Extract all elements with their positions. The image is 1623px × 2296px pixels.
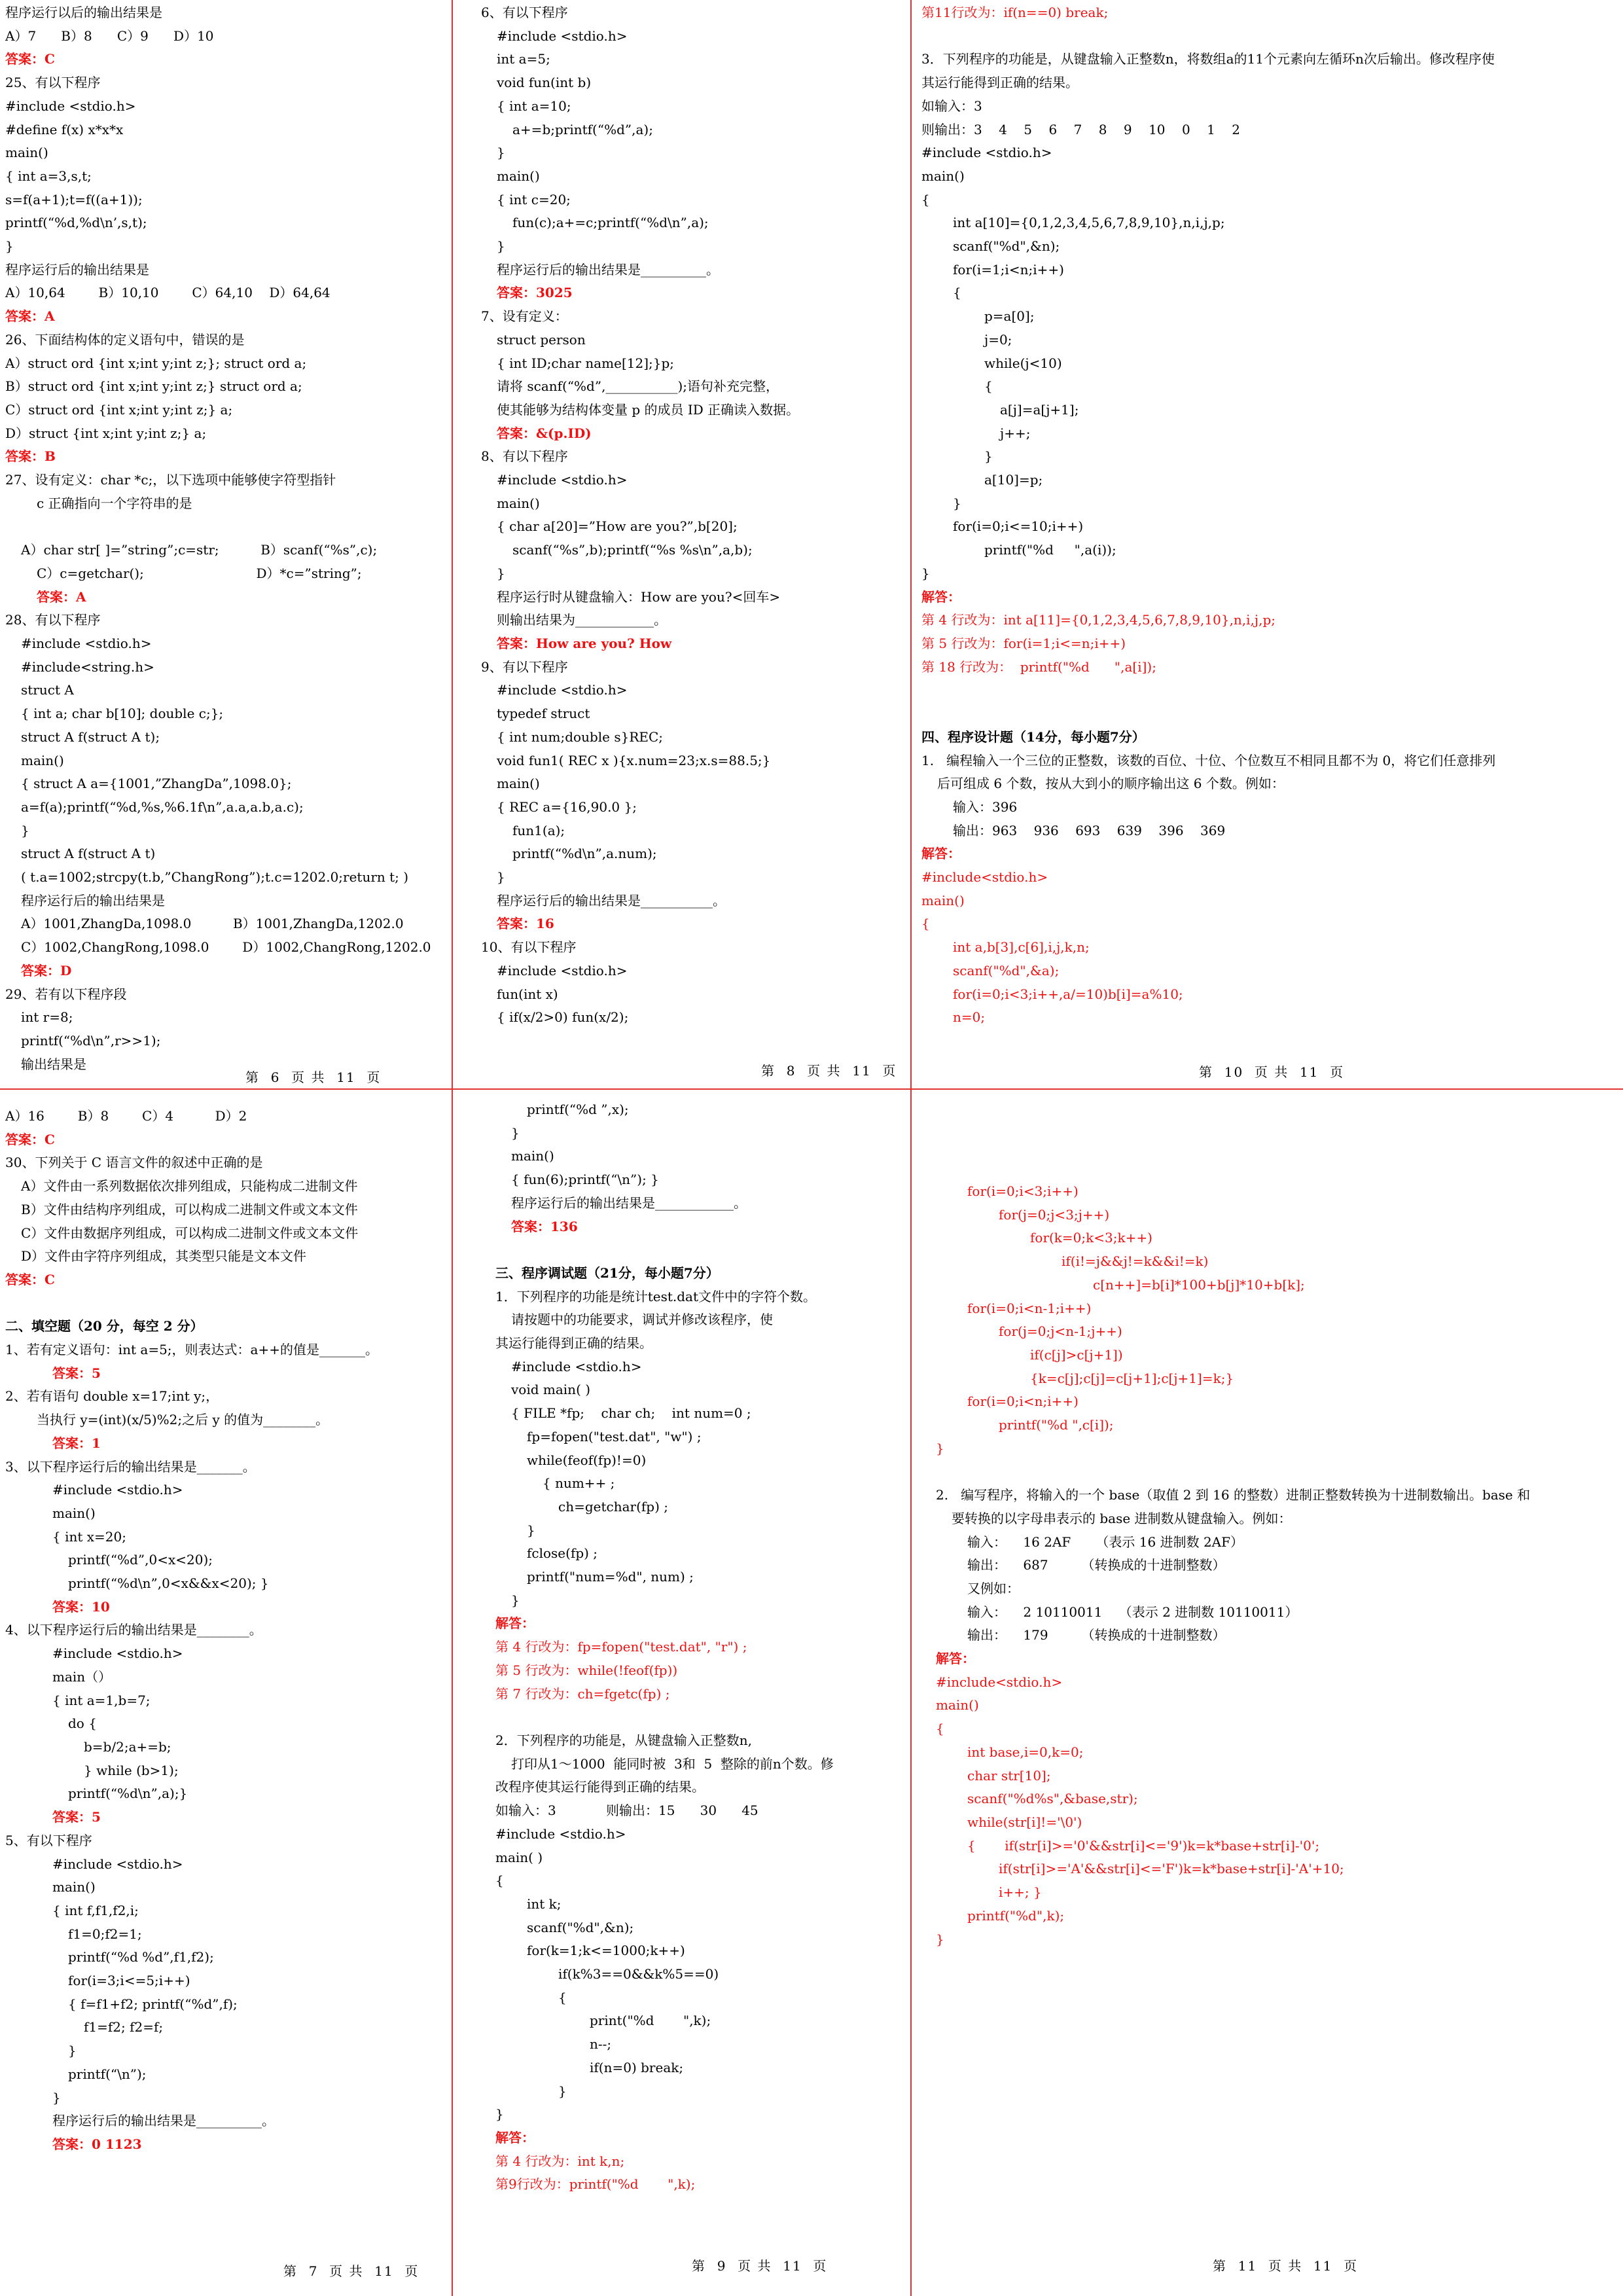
text-line: if(k%3==0&&k%5==0)	[558, 1966, 719, 1982]
text-line	[495, 1238, 908, 1262]
text-line: } while (b>1);	[84, 1762, 179, 1778]
text-line: 第 4 行改为：fp=fopen("test.dat", "r") ;	[495, 1639, 747, 1655]
text-line: p=a[0];	[984, 308, 1035, 325]
text-line: 1．下列程序的功能是统计test.dat文件中的字符个数。	[495, 1288, 817, 1304]
text-line: 输入：396	[953, 798, 1018, 815]
text-line: {	[984, 378, 993, 395]
text-line: #include <stdio.h>	[921, 145, 1052, 161]
text-line: 程序运行后的输出结果是	[21, 892, 165, 908]
text-line: a[10]=p;	[984, 472, 1043, 488]
text-line: for(i=3;i<=5;i++)	[68, 1973, 190, 1989]
text-line	[921, 25, 1618, 48]
text-line: 2. 编写程序，将输入的一个 base（取值 2 到 16 的整数）进制正整数转换为十进制数输出。base 和	[936, 1487, 1531, 1503]
text-line: }	[527, 1522, 535, 1538]
page-7-panel	[5, 1105, 448, 2217]
text-line: for(k=1;k<=1000;k++)	[527, 1943, 685, 1959]
text-line: printf(“%d\n”,a.num);	[512, 846, 657, 862]
text-line: if(str[i]>='A'&&str[i]<='F')k=k*base+str[i]-'A'+10;	[999, 1861, 1344, 1877]
text-line: { if(str[i]>='0'&&str[i]<='9')k=k*base+str[i]-'0';	[967, 1837, 1320, 1854]
text-line: 请将 scanf(“%d”,___________);语句补充完整，	[497, 378, 779, 395]
text-line	[936, 1460, 1619, 1484]
text-line: 28、有以下程序	[5, 612, 101, 628]
text-line: if(c[j]>c[j+1])	[1030, 1346, 1123, 1363]
text-line: a+=b;printf(“%d”,a);	[512, 121, 653, 137]
text-line	[921, 702, 1618, 726]
text-line: { REC a={16,90.0 };	[497, 798, 637, 815]
text-line: 3、以下程序运行后的输出结果是_______。	[5, 1458, 256, 1475]
text-line: #include <stdio.h>	[497, 472, 628, 488]
text-line: 1. 编程输入一个三位的正整数，该数的百位、十位、个位数互不相同且都不为 0，将它们任意排列	[921, 752, 1496, 768]
text-line: D）文件由字符序列组成，其类型只能是文本文件	[21, 1248, 307, 1265]
text-line: }	[511, 1592, 520, 1608]
text-line: while(feof(fp)!=0)	[527, 1452, 647, 1468]
answer-line: 答案：10	[52, 1598, 110, 1615]
text-line: 程序运行后的输出结果是__________。	[497, 261, 719, 278]
text-line: printf(“\n”);	[68, 2066, 147, 2082]
page-6-footer: 第 6 页 共 11 页	[245, 1069, 382, 1085]
section-heading: 四、程序设计题（14分，每小题7分）	[921, 728, 1145, 745]
text-line: C）c=getchar(); D）*c=”string”;	[37, 565, 362, 581]
answer-line: 解答：	[936, 1651, 975, 1667]
text-line: 输出结果是	[21, 1056, 86, 1072]
page-7-footer: 第 7 页 共 11 页	[283, 2263, 419, 2279]
text-line: struct A f(struct A t);	[21, 728, 160, 745]
text-line: 改程序使其运行能得到正确的结果。	[495, 1779, 705, 1795]
text-line: scanf("%d%s",&base,str);	[967, 1791, 1138, 1807]
text-line: scanf("%d",&a);	[953, 962, 1060, 978]
answer-line: 答案：A	[37, 588, 86, 605]
answer-line: 答案：How are you? How	[497, 635, 672, 651]
text-line: {	[921, 191, 930, 207]
text-line: 第11行改为：if(n==0) break;	[921, 5, 1109, 20]
text-line: { int f,f1,f2,i;	[52, 1902, 139, 1918]
text-line: #include <stdio.h>	[52, 1645, 183, 1662]
text-line: char str[10];	[967, 1767, 1051, 1784]
text-line: { struct A a={1001,”ZhangDa”,1098.0};	[21, 776, 292, 792]
answer-line: 答案：16	[497, 916, 554, 932]
text-line: }	[497, 869, 505, 886]
text-line: 9、有以下程序	[481, 658, 568, 675]
text-line: main()	[52, 1505, 96, 1521]
text-line: int base,i=0,k=0;	[967, 1744, 1084, 1760]
text-line: 第 7 行改为：ch=fgetc(fp) ;	[495, 1685, 670, 1702]
text-line: { fun(6);printf(“\n”); }	[511, 1172, 659, 1188]
text-line: int a=5;	[497, 51, 550, 67]
text-line: { int a=1,b=7;	[52, 1692, 151, 1708]
answer-line: 解答：	[495, 2129, 535, 2145]
text-line: for(i=0;i<3;i++)	[967, 1183, 1079, 1199]
text-line: struct A	[21, 682, 74, 698]
text-line: c[n++]=b[i]*100+b[j]*10+b[k];	[1093, 1276, 1305, 1293]
text-line: printf(“%d %d”,f1,f2);	[68, 1949, 214, 1965]
answer-line: 答案：&(p.ID)	[497, 425, 592, 441]
text-line: B）struct ord {int x;int y;int z;} struct ord a;	[5, 378, 302, 395]
answer-line: 解答：	[495, 1615, 535, 1632]
text-line: }	[511, 1124, 520, 1141]
text-line: }	[953, 495, 961, 511]
page-9-panel	[495, 1098, 908, 2211]
text-line: fun(int x)	[497, 986, 558, 1002]
text-line: 7、设有定义：	[481, 308, 568, 325]
text-line: #include<stdio.h>	[936, 1674, 1063, 1690]
text-line: {	[953, 285, 961, 301]
text-line: { FILE *fp; char ch; int num=0 ;	[511, 1405, 751, 1422]
text-line: scanf("%d",&n);	[527, 1919, 634, 1935]
text-line: B）文件由结构序列组成，可以构成二进制文件或文本文件	[21, 1201, 358, 1217]
text-line: main（）	[52, 1668, 112, 1685]
text-line: a[j]=a[j+1];	[1000, 401, 1079, 418]
answer-line: 答案：5	[52, 1809, 101, 1825]
answer-line: 答案：1	[52, 1435, 101, 1451]
text-line: 输出： 687 （转换成的十进制整数）	[967, 1557, 1226, 1573]
text-line: A）char str[ ]=”string”;c=str; B）scanf(“%s”,c);	[21, 542, 378, 558]
text-line: 30、下列关于 C 语言文件的叙述中正确的是	[5, 1155, 263, 1171]
text-line: main()	[497, 495, 540, 511]
text-line: fclose(fp) ;	[527, 1545, 598, 1562]
text-line: 第 5 行改为：for(i=1;i<=n;i++)	[921, 635, 1126, 651]
text-line: main()	[497, 168, 540, 184]
text-line: 程序运行后的输出结果是	[5, 261, 149, 278]
answer-line: 答案：C	[5, 1271, 55, 1287]
text-line: main()	[921, 892, 965, 908]
text-line: printf("num=%d", num) ;	[527, 1569, 694, 1585]
text-line: 输入： 2 10110011 （表示 2 进制数 10110011）	[967, 1604, 1298, 1620]
text-line: #define f(x) x*x*x	[5, 121, 124, 137]
text-line: i++; }	[999, 1884, 1042, 1901]
text-line: 3．下列程序的功能是，从键盘输入正整数n，将数组a的11个元素向左循环n次后输出。修改程序使	[921, 51, 1495, 67]
page-6-panel	[5, 1, 448, 1072]
text-line: for(i=0;i<=10;i++)	[953, 518, 1084, 535]
text-line: }	[68, 2043, 77, 2059]
text-line: for(k=0;k<3;k++)	[1030, 1230, 1152, 1246]
answer-line: 答案：B	[5, 448, 56, 465]
text-line: { int a; char b[10]; double c;};	[21, 706, 224, 722]
text-line: printf(“%d\n”,a);}	[68, 1785, 188, 1802]
text-line: { int x=20;	[52, 1528, 126, 1545]
text-line: C）struct ord {int x;int y;int z;} a;	[5, 401, 233, 418]
page-10-footer: 第 10 页 共 11 页	[1199, 1064, 1345, 1080]
text-line: 8、有以下程序	[481, 448, 568, 465]
text-line: printf(“%d\n”,0<x&&x<20); }	[68, 1575, 269, 1592]
text-line: 输出：963 936 693 639 396 369	[953, 822, 1226, 838]
text-line: { int c=20;	[497, 191, 571, 207]
text-line: { int a=3,s,t;	[5, 168, 92, 184]
text-line: A）7 B）8 C）9 D）10	[5, 27, 214, 44]
text-line: A）文件由一系列数据依次排列组成，只能构成二进制文件	[21, 1178, 358, 1194]
text-line: main()	[511, 1148, 554, 1164]
text-line: printf("%d ",c[i]);	[999, 1417, 1114, 1433]
text-line: printf("%d ",a(i));	[984, 542, 1116, 558]
text-line: 26、下面结构体的定义语句中，错误的是	[5, 331, 245, 348]
text-line: A）1001,ZhangDa,1098.0 B）1001,ZhangDa,1202.0	[21, 916, 404, 932]
text-line	[495, 1706, 908, 1729]
text-line: a=f(a);printf(“%d,%s,%6.1f\n”,a.a,a.b,a.c);	[21, 798, 304, 815]
text-line: 使其能够为结构体变量 p 的成员 ID 正确读入数据。	[497, 401, 800, 418]
section-heading: 二、填空题（20 分，每空 2 分）	[5, 1318, 204, 1335]
answer-line: 答案：3025	[497, 285, 573, 301]
column-divider-1	[452, 0, 453, 2296]
text-line: #include <stdio.h>	[21, 635, 152, 651]
text-line: void fun(int b)	[497, 75, 592, 91]
text-line: 程序运行以后的输出结果是	[5, 5, 162, 20]
text-line: A）16 B）8 C）4 D）2	[5, 1108, 247, 1124]
text-line: #include<string.h>	[21, 658, 154, 675]
text-line: main()	[21, 752, 64, 768]
page-8-panel	[481, 1, 906, 1062]
text-line: for(i=0;i<n;i++)	[967, 1393, 1079, 1410]
text-line: printf(“%d”,0<x<20);	[68, 1552, 213, 1568]
text-line: 程序运行时从键盘输入：How are you?<回车>	[497, 588, 781, 605]
text-line: 要转换的以字母串表示的 base 进制数从键盘输入。例如：	[952, 1510, 1292, 1526]
text-line: main( )	[495, 1849, 543, 1865]
page-10-panel	[921, 1, 1618, 1062]
text-line: }	[921, 565, 930, 581]
text-line: #include <stdio.h>	[5, 98, 136, 114]
page-8-footer: 第 8 页 共 11 页	[761, 1063, 897, 1079]
text-line: n=0;	[953, 1009, 986, 1026]
text-line: 则输出结果为____________。	[497, 612, 667, 628]
text-line: main()	[921, 168, 965, 184]
text-line: void main( )	[511, 1382, 591, 1398]
text-line: }	[495, 2106, 504, 2123]
text-line: 请按题中的功能要求，调试并修改该程序，使	[511, 1312, 773, 1328]
text-line: {k=c[j];c[j]=c[j+1];c[j+1]=k;}	[1030, 1370, 1234, 1386]
text-line: ch=getchar(fp) ;	[558, 1498, 668, 1515]
text-line: { int ID;char name[12];}p;	[497, 355, 675, 371]
text-line: }	[5, 238, 14, 255]
text-line: }	[497, 565, 505, 581]
text-line: 又例如：	[967, 1580, 1020, 1596]
text-line: 打印从1～1000 能同时被 3和 5 整除的前n个数。修	[511, 1755, 834, 1772]
text-line: printf(“%d,%d\n’,s,t);	[5, 215, 147, 231]
page-11-panel	[936, 1180, 1619, 2214]
text-line: 5、有以下程序	[5, 1832, 92, 1848]
text-line: 第 4 行改为：int k,n;	[495, 2153, 625, 2169]
text-line: main()	[5, 145, 48, 161]
text-line: }	[497, 238, 505, 255]
text-line: {	[495, 1873, 504, 1889]
text-line	[921, 679, 1618, 702]
text-line: fun(c);a+=c;printf(“%d\n”,a);	[512, 215, 709, 231]
text-line: int r=8;	[21, 1009, 73, 1026]
text-line: #include <stdio.h>	[511, 1358, 642, 1374]
text-line: 第 18 行改为： printf("%d ",a[i]);	[921, 658, 1156, 675]
text-line: int a[10]={0,1,2,3,4,5,6,7,8,9,10},n,i,j,p;	[953, 215, 1225, 231]
text-line: A）10,64 B）10,10 C）64,10 D）64,64	[5, 285, 330, 301]
text-line: b=b/2;a+=b;	[84, 1738, 171, 1755]
text-line: C）1002,ChangRong,1098.0 D）1002,ChangRong,1202.0	[21, 939, 431, 956]
text-line: 第9行改为：printf("%d ",k);	[495, 2176, 696, 2193]
answer-line: 答案：C	[5, 51, 55, 67]
text-line: {	[921, 916, 930, 932]
text-line: 输入： 16 2AF （表示 16 进制数 2AF）	[967, 1534, 1243, 1550]
text-line: for(j=0;j<3;j++)	[999, 1206, 1110, 1223]
text-line: { if(x/2>0) fun(x/2);	[497, 1009, 629, 1026]
text-line: n--;	[590, 2036, 612, 2053]
text-line: { int num;double s}REC;	[497, 728, 664, 745]
text-line: scanf("%d",&n);	[953, 238, 1060, 255]
text-line: void fun1( REC x ){x.num=23;x.s=88.5;}	[497, 752, 771, 768]
text-line: 第 5 行改为：while(!feof(fp))	[495, 1662, 678, 1678]
text-line: do {	[68, 1715, 97, 1732]
text-line: for(i=0;i<n-1;i++)	[967, 1300, 1092, 1316]
answer-line: 答案：A	[5, 308, 55, 325]
section-heading: 三、程序调试题（21分，每小题7分）	[495, 1265, 719, 1281]
text-line: { num++ ;	[543, 1475, 615, 1492]
text-line: 程序运行后的输出结果是___________。	[497, 892, 726, 908]
text-line: 2、若有语句 double x=17;int y;，	[5, 1388, 219, 1405]
text-line: 如输入：3	[921, 98, 982, 114]
text-line: for(i=1;i<n;i++)	[953, 261, 1064, 278]
text-line: while(j<10)	[984, 355, 1062, 371]
answer-line: 解答：	[921, 588, 961, 605]
text-line: main()	[497, 776, 540, 792]
text-line: 27、设有定义：char *c;，以下选项中能够使字符型指针	[5, 472, 336, 488]
text-line: printf(“%d\n”,r>>1);	[21, 1032, 161, 1049]
text-line: #include <stdio.h>	[497, 27, 628, 44]
answer-line: 答案：136	[511, 1218, 578, 1234]
text-line: 其运行能得到正确的结果。	[921, 75, 1079, 91]
text-line: struct person	[497, 331, 586, 348]
text-line: for(j=0;j<n-1;j++)	[999, 1323, 1122, 1340]
text-line: 10、有以下程序	[481, 939, 577, 956]
text-line: j=0;	[984, 331, 1012, 348]
text-line: 则输出：3 4 5 6 7 8 9 10 0 1 2	[921, 121, 1240, 137]
text-line: }	[21, 822, 29, 838]
text-line: { f=f1+f2; printf(“%d”,f);	[68, 1996, 238, 2012]
text-line: 程序运行后的输出结果是____________。	[511, 1194, 747, 1211]
text-line: #include <stdio.h>	[52, 1856, 183, 1872]
text-line: c 正确指向一个字符串的是	[37, 495, 192, 511]
text-line: #include <stdio.h>	[497, 682, 628, 698]
text-line: 2．下列程序的功能是，从键盘输入正整数n,	[495, 1732, 752, 1748]
text-line: 25、有以下程序	[5, 75, 101, 91]
text-line: scanf(“%s”,b);printf(“%s %s\n”,a,b);	[512, 542, 753, 558]
page-11-footer: 第 11 页 共 11 页	[1213, 2258, 1359, 2274]
text-line: C）文件由数据序列组成，可以构成二进制文件或文本文件	[21, 1225, 359, 1241]
text-line: { char a[20]=”How are you?”,b[20];	[497, 518, 738, 535]
text-line: ( t.a=1002;strcpy(t.b,”ChangRong”);t.c=1202.0;return t; )	[21, 869, 409, 886]
text-line: fp=fopen("test.dat", "w") ;	[527, 1428, 702, 1444]
text-line: typedef struct	[497, 706, 590, 722]
text-line: #include <stdio.h>	[495, 1825, 626, 1842]
text-line: 第 4 行改为：int a[11]={0,1,2,3,4,5,6,7,8,9,10},n,i,j,p;	[921, 612, 1276, 628]
text-line: A）struct ord {int x;int y;int z;}; struct ord a;	[5, 355, 307, 371]
text-line: }	[936, 1440, 944, 1456]
text-line: for(i=0;i<3;i++,a/=10)b[i]=a%10;	[953, 986, 1183, 1002]
text-line: printf("%d",k);	[967, 1907, 1065, 1924]
text-line: while(str[i]!='\0')	[967, 1814, 1082, 1830]
row-divider	[0, 1088, 1623, 1090]
text-line: }	[936, 1931, 944, 1947]
text-line: D）struct {int x;int y;int z;} a;	[5, 425, 207, 441]
text-line: int a,b[3],c[6],i,j,k,n;	[953, 939, 1090, 956]
text-line: }	[984, 448, 993, 465]
answer-line: 答案：C	[5, 1131, 55, 1147]
text-line: 6、有以下程序	[481, 5, 568, 20]
text-line: }	[558, 2083, 567, 2099]
text-line: 4、以下程序运行后的输出结果是________。	[5, 1622, 262, 1638]
answer-line: 答案：0 1123	[52, 2136, 142, 2152]
text-line: }	[52, 2089, 61, 2106]
text-line: main()	[936, 1697, 979, 1713]
text-line: int k;	[527, 1895, 562, 1912]
text-line: 如输入：3 则输出：15 30 45	[495, 1803, 758, 1819]
text-line: 输出： 179 （转换成的十进制整数）	[967, 1627, 1226, 1643]
text-line: 29、若有以下程序段	[5, 986, 127, 1002]
text-line: #include <stdio.h>	[497, 962, 628, 978]
text-line: 后可组成 6 个数，按从大到小的顺序输出这 6 个数。例如：	[937, 776, 1285, 792]
column-divider-2	[910, 0, 912, 2296]
text-line: 当执行 y=(int)(x/5)%2;之后 y 的值为________。	[37, 1412, 329, 1428]
answer-line: 答案：D	[21, 962, 72, 978]
text-line: main()	[52, 1879, 96, 1895]
text-line: struct A f(struct A t)	[21, 846, 156, 862]
text-line: 程序运行后的输出结果是__________。	[52, 2113, 275, 2129]
text-line: print("%d ",k);	[590, 2013, 711, 2029]
answer-line: 解答：	[921, 846, 961, 862]
text-line	[5, 515, 448, 539]
answer-line: 答案：5	[52, 1365, 101, 1381]
text-line: f1=0;f2=1;	[68, 1926, 142, 1942]
text-line: { int a=10;	[497, 98, 571, 114]
text-line: #include<stdio.h>	[921, 869, 1048, 886]
text-line: s=f(a+1);t=f((a+1));	[5, 191, 143, 207]
text-line: 其运行能得到正确的结果。	[495, 1335, 652, 1352]
text-line: f1=f2; f2=f;	[84, 2019, 164, 2036]
text-line: {	[558, 1989, 567, 2005]
text-line: if(i!=j&&j!=k&&i!=k)	[1061, 1253, 1209, 1270]
text-line: {	[936, 1721, 944, 1737]
text-line: fun1(a);	[512, 822, 565, 838]
text-line: j++;	[1000, 425, 1031, 441]
text-line: if(n=0) break;	[590, 2059, 684, 2075]
text-line: printf(“%d ”,x);	[527, 1102, 629, 1117]
text-line	[5, 1292, 448, 1316]
page-9-footer: 第 9 页 共 11 页	[692, 2258, 828, 2274]
text-line: #include <stdio.h>	[52, 1482, 183, 1498]
text-line: 1、若有定义语句：int a=5;，则表达式：a++的值是_______。	[5, 1342, 378, 1358]
text-line: }	[497, 145, 505, 161]
